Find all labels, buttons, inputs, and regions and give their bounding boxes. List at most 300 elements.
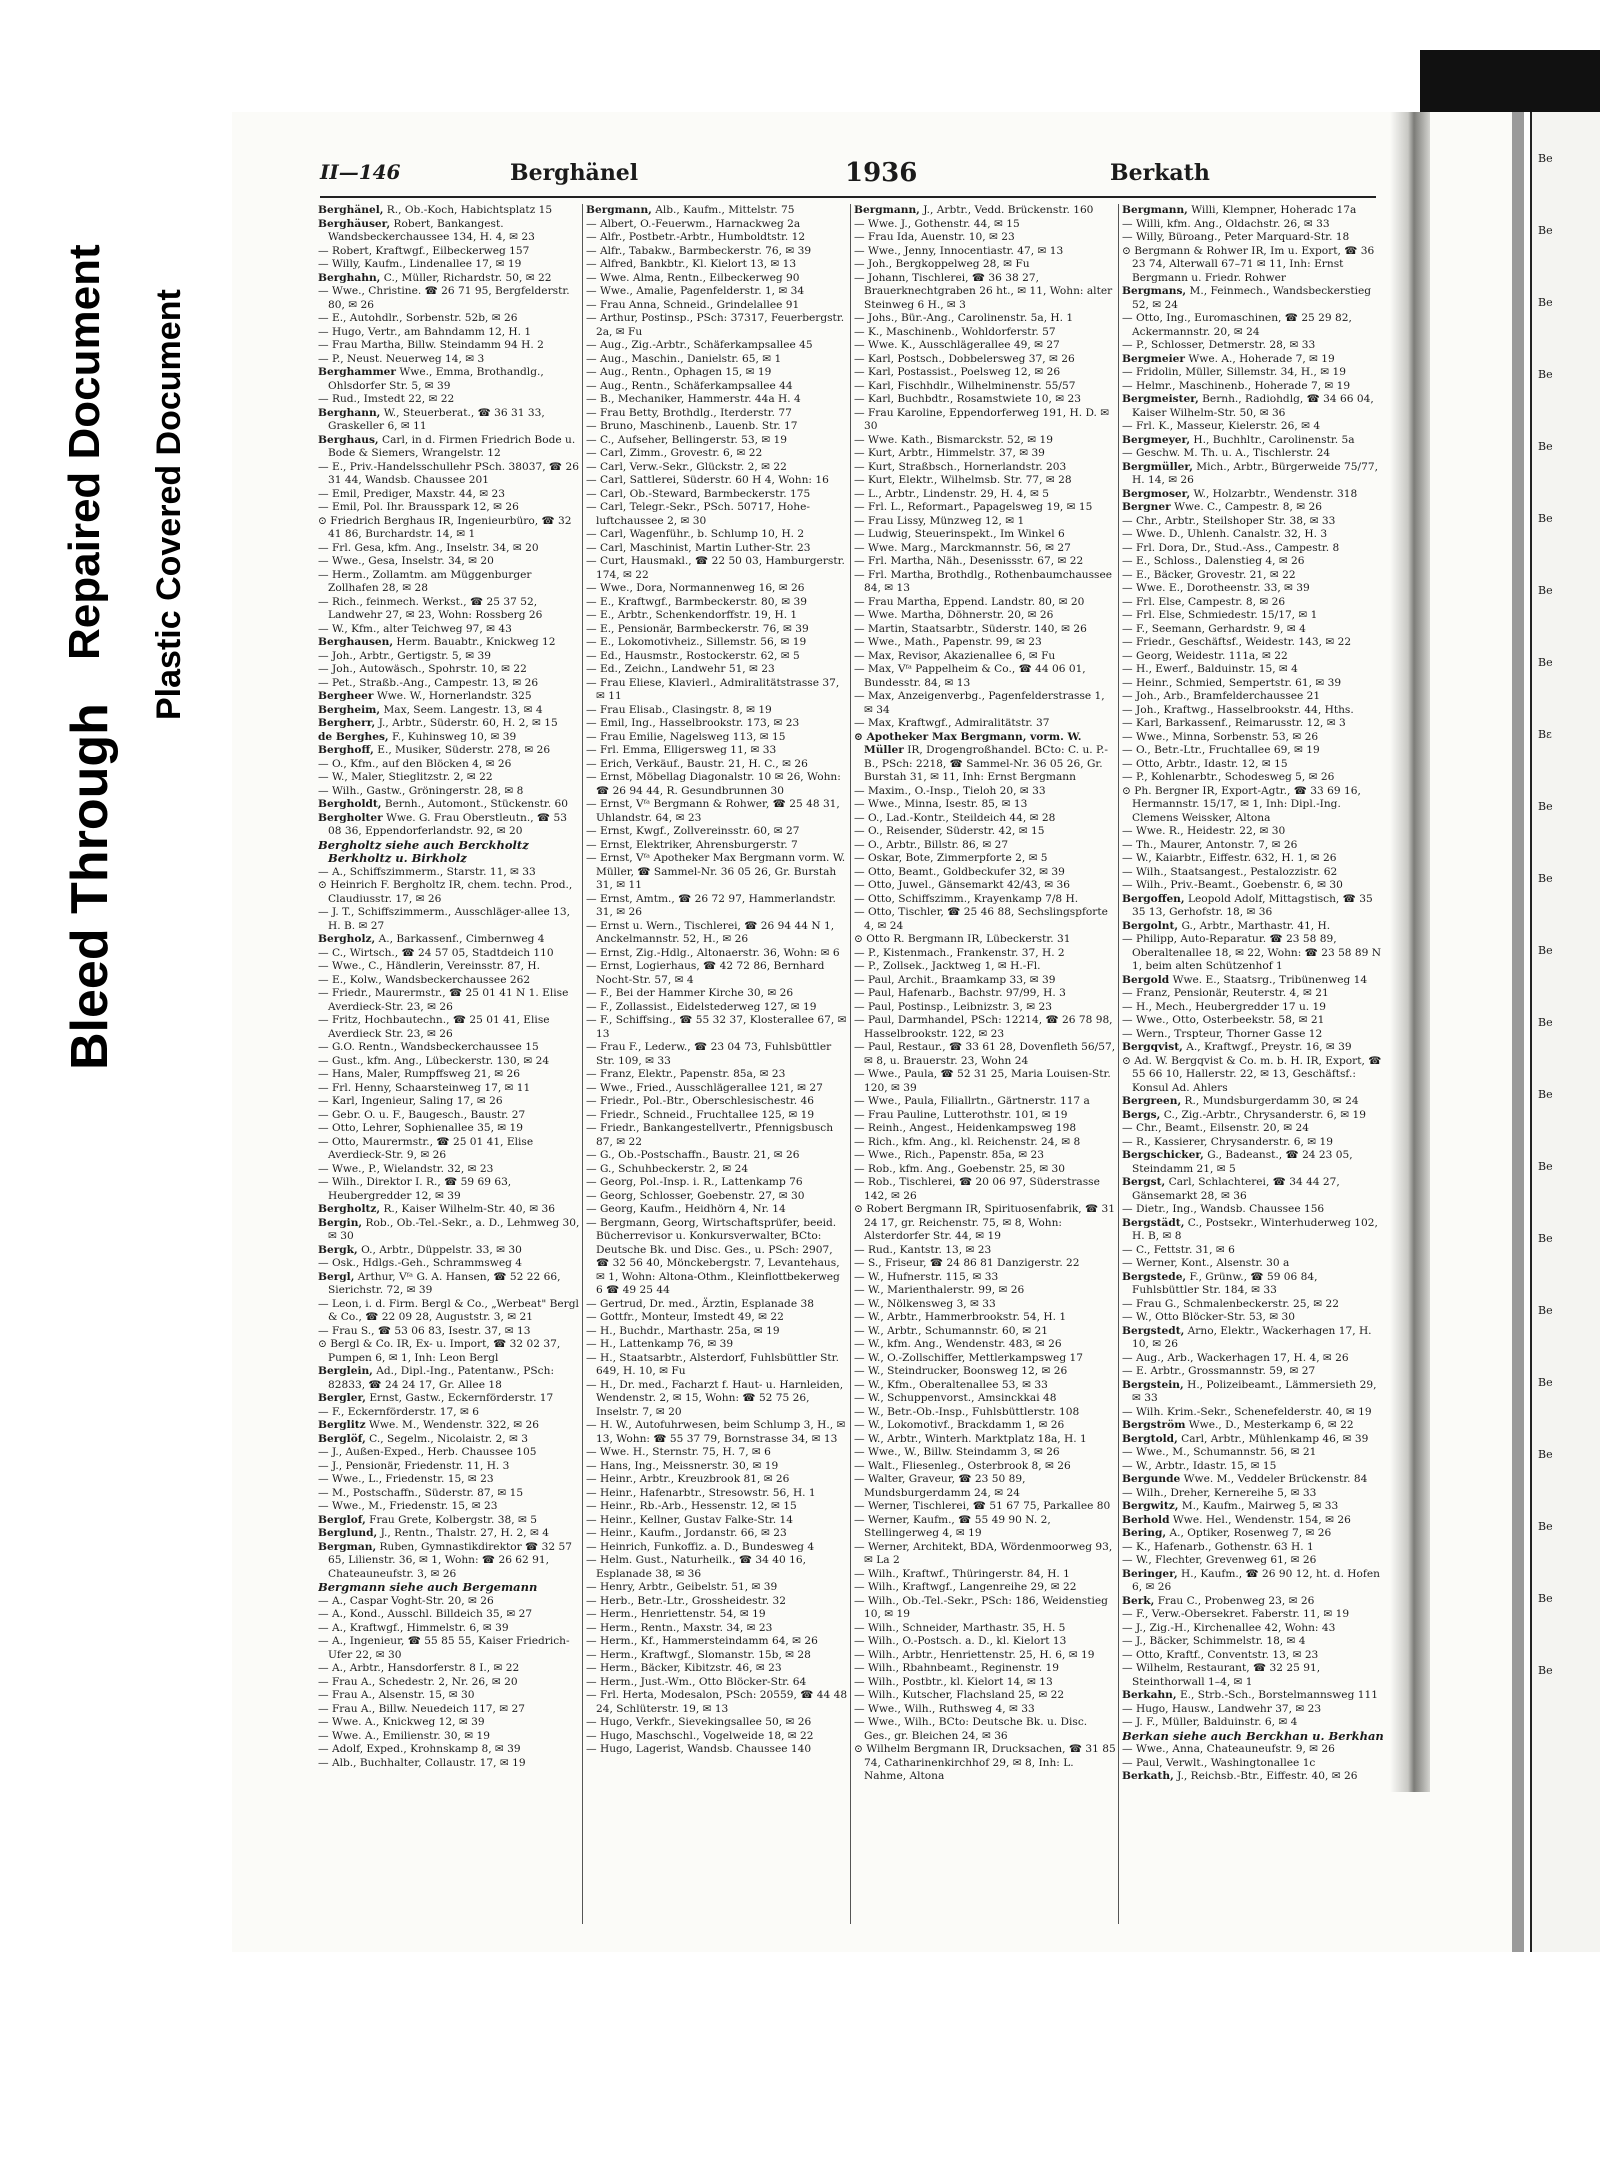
entry-details: — Curt, Hausmakl., ☎ 22 50 03, Hamburgerstr. 174, ✉ 22	[586, 555, 845, 581]
entry-details: — Herm., Bäcker, Kibitzstr. 46, ✉ 23	[586, 1662, 782, 1674]
entry-details: — Wwe. K., Ausschlägerallee 49, ✉ 27	[854, 339, 1060, 351]
entry-details: C., Müller, Richardstr. 50, ✉ 22	[383, 271, 552, 284]
directory-entry	[318, 1487, 580, 1501]
entry-details: — Wwe. Marg., Marckmannstr. 56, ✉ 27	[854, 541, 1071, 554]
entry-details: — Wwe., M., Schumannstr. 56, ✉ 21	[1122, 1446, 1317, 1458]
entry-details: — Fritz, Hochbautechn., ☎ 25 01 41, Elise Averdieck Str. 23, ✉ 26	[318, 1014, 550, 1040]
directory-entry	[586, 1527, 848, 1541]
entry-details: — W., Steindrucker, Boonsweg 12, ✉ 26	[854, 1365, 1068, 1377]
entry-details: — O., Reisender, Süderstr. 42, ✉ 15	[854, 825, 1045, 837]
entry-details: — W., Schuppenvorst., Amsinckkai 48	[854, 1392, 1057, 1404]
directory-entry	[318, 1433, 580, 1447]
entry-details: — Wwe. R., Heidestr. 22, ✉ 30	[1122, 825, 1286, 837]
directory-entry	[1122, 528, 1384, 542]
entry-details: ⊙ Wilhelm Bergmann IR, Drucksachen, ☎ 31 85 74, Catharinenkirchhof 29, ✉ 8, Inh: L. Nahme, Altona	[854, 1743, 1116, 1782]
entry-surname: Berghann,	[318, 406, 381, 419]
entry-surname: Bergstedt,	[1122, 1324, 1185, 1337]
directory-entry	[854, 258, 1116, 272]
entry-details: Wwe. Hel., Wendenstr. 154, ✉ 26	[1172, 1513, 1351, 1526]
directory-entry	[854, 1581, 1116, 1595]
entry-details: Frau C., Probenweg 23, ✉ 26	[1157, 1594, 1315, 1607]
entry-details: — Wwe. Martha, Döhnerstr. 20, ✉ 26	[854, 609, 1054, 621]
entry-details: — Werner, Kaufm., ☎ 55 49 90 N. 2, Stellingerweg 4, ✉ 19	[854, 1513, 1051, 1539]
directory-entry	[1122, 1433, 1384, 1447]
directory-entry	[854, 1163, 1116, 1177]
directory-entry	[1122, 1527, 1384, 1541]
directory-entry	[586, 285, 848, 299]
entry-details: — Wwe. J., Gothenstr. 44, ✉ 15	[854, 217, 1020, 230]
entry-details: — Paul, Archit., Braamkamp 33, ✉ 39	[854, 973, 1056, 986]
entry-details: J., Arbtr., Vedd. Brückenstr. 160	[923, 204, 1094, 216]
directory-entry	[854, 326, 1116, 340]
directory-entry	[318, 1514, 580, 1528]
entry-details: — Wilh., Direktor I. R., ☎ 59 69 63, Heubergredder 12, ✉ 39	[318, 1176, 512, 1202]
directory-entry	[586, 1622, 848, 1636]
entry-details: — W., Lokomotivf., Brackdamm 1, ✉ 26	[854, 1419, 1065, 1431]
entry-details: W., Steuerberat., ☎ 36 31 33, Graskeller 6, ✉ 11	[328, 406, 545, 432]
entry-surname: Berkath,	[1122, 1770, 1174, 1782]
entry-details: — P., Kohlenarbtr., Schodesweg 5, ✉ 26	[1122, 771, 1335, 783]
directory-entry	[1122, 1055, 1384, 1096]
entry-details: — Herm., Henriettenstr. 54, ✉ 19	[586, 1608, 766, 1620]
entry-details: — H., Staatsarbtr., Alsterdorf, Fuhlsbüttler Str. 649, H. 10, ✉ Fu	[586, 1351, 839, 1377]
entry-details: — Max, Anzeigenverbg., Pagenfelderstrasse 1, ✉ 34	[854, 690, 1105, 716]
directory-entry	[318, 204, 580, 218]
directory-entry	[1122, 1716, 1384, 1730]
directory-entry	[1122, 1001, 1384, 1015]
entry-details: — Werner, Tischlerei, ☎ 51 67 75, Parkallee 80	[854, 1500, 1111, 1512]
entry-details: Ruben, Gymnastikdirektor ☎ 32 57 65, Lilienstr. 36, ✉ 1, Wohn: ☎ 26 62 91, Chateauneufstr. 3, ✉ 26	[328, 1540, 572, 1580]
directory-entry	[318, 326, 580, 340]
entry-details: — E., Kolw., Wandsbeckerchaussee 262	[318, 973, 531, 986]
entry-details: — Willy, Büroang., Peter Marquard-Str. 18	[1122, 231, 1350, 243]
directory-entry	[1122, 1568, 1384, 1595]
directory-entry	[854, 1001, 1116, 1015]
entry-details: — Otto, Beamt., Goldbeckufer 32, ✉ 39	[854, 865, 1065, 878]
directory-entry	[1122, 825, 1384, 839]
entry-details: — F., Schiffsing., ☎ 55 32 37, Klosterallee 67, ✉ 13	[586, 1014, 847, 1040]
directory-entry	[854, 393, 1116, 407]
entry-details: H., Buchhltr., Carolinenstr. 5a	[1193, 433, 1355, 446]
entry-details: ⊙ Bergl & Co. IR, Ex- u. Import, ☎ 32 02 37, Pumpen 6, ✉ 1, Inh: Leon Bergl	[318, 1338, 561, 1364]
directory-entry	[318, 312, 580, 326]
directory-entry	[318, 636, 580, 650]
directory-entry	[586, 1446, 848, 1460]
entry-details: — Ludwig, Steuerinspekt., Im Winkel 6	[854, 528, 1065, 540]
entry-details: — Aug., Zig.-Arbtr., Schäferkampsallee 45	[586, 339, 813, 351]
entry-details: F., Grünw., ☎ 59 06 84, Fuhlsbüttler Str. 184, ✉ 33	[1132, 1270, 1318, 1296]
directory-entry	[854, 1473, 1116, 1500]
entry-details: — Wilh., Priv.-Beamt., Goebenstr. 6, ✉ 30	[1122, 879, 1343, 891]
entry-details: — Rob., Tischlerei, ☎ 20 06 97, Süderstrasse 142, ✉ 26	[854, 1176, 1100, 1202]
entry-details: — Frau Elisab., Clasingstr. 8, ✉ 19	[586, 703, 772, 716]
entry-details: C., Segelm., Nicolaistr. 2, ✉ 3	[369, 1432, 528, 1445]
entry-details: — P., Kistenmach., Frankenstr. 37, H. 2	[854, 946, 1065, 959]
directory-entry	[1122, 1554, 1384, 1568]
directory-entry	[586, 1595, 848, 1609]
entry-details: — Frl. Else, Campestr. 8, ✉ 26	[1122, 595, 1286, 608]
directory-entry	[318, 1473, 580, 1487]
entry-details: — C., Fettstr. 31, ✉ 6	[1122, 1243, 1235, 1256]
entry-details: — Wwe., Anna, Chateauneufstr. 9, ✉ 26	[1122, 1743, 1335, 1755]
entry-details: — Wilh., Ob.-Tel.-Sekr., PSch: 186, Weidenstieg 10, ✉ 19	[854, 1594, 1108, 1620]
entry-surname: Bergstein,	[1122, 1378, 1184, 1391]
directory-entry	[1122, 839, 1384, 853]
entry-details: — Ernst, Vᶠᵃ Apotheker Max Bergmann vorm. W. Müller, ☎ Sammel-Nr. 36 05 26, Gr. Burstah 31, ✉ 11	[586, 852, 846, 891]
entry-details: Carl, Schlachterei, ☎ 34 44 27, Gänsemarkt 28, ✉ 36	[1132, 1176, 1340, 1202]
entry-details: E., Musiker, Süderstr. 278, ✉ 26	[377, 744, 551, 756]
entry-details: — Max, Revisor, Akazienallee 6, ✉ Fu	[854, 649, 1056, 662]
directory-entry	[586, 488, 848, 502]
directory-entry	[854, 1041, 1116, 1068]
directory-entry	[1122, 1041, 1384, 1055]
directory-entry	[586, 582, 848, 596]
directory-entry	[854, 1068, 1116, 1095]
entry-details: — Rud., Imstedt 22, ✉ 22	[318, 393, 455, 405]
entry-details: — L., Arbtr., Lindenstr. 29, H. 4, ✉ 5	[854, 487, 1049, 500]
entry-surname: Bergholz,	[318, 933, 376, 945]
entry-details: ⊙ Ph. Bergner IR, Export-Agtr., ☎ 33 69 16, Hermannstr. 15/17, ✉ 1, Inh: Dipl.-Ing. Clemens Weissker, Altona	[1122, 784, 1361, 824]
directory-entry	[586, 1554, 848, 1581]
entry-details: Herm. Bauabtr., Knickweg 12	[396, 636, 556, 648]
directory-entry	[586, 920, 848, 947]
entry-details: — Frau Martha, Eppend. Landstr. 80, ✉ 20	[854, 595, 1085, 608]
entry-surname: Bergherr,	[318, 717, 376, 729]
entry-details: — C., Aufseher, Bellingerstr. 53, ✉ 19	[586, 433, 788, 446]
page-number: II—146	[320, 160, 401, 184]
directory-entry	[586, 771, 848, 798]
directory-entry	[586, 407, 848, 421]
entry-surname: Bergst,	[1122, 1176, 1166, 1188]
entry-details: — Franz, Pensionär, Reuterstr. 4, ✉ 21	[1122, 987, 1329, 999]
entry-details: — Wwe., Minna, Sorbenstr. 53, ✉ 26	[1122, 730, 1319, 743]
directory-entry	[1122, 771, 1384, 785]
directory-entry	[318, 623, 580, 637]
entry-details: — Wwe., Wilh., BCto: Deutsche Bk. u. Disc. Ges., gr. Bleichen 24, ✉ 36	[854, 1716, 1088, 1742]
entry-details: — K., Maschinenb., Wohldorferstr. 57	[854, 325, 1056, 338]
entry-surname: Bergholtz	[318, 837, 382, 852]
directory-entry	[1122, 1203, 1384, 1217]
directory-entry	[854, 1703, 1116, 1717]
entry-surname: Berghoff,	[318, 744, 374, 756]
directory-entry	[1122, 515, 1384, 529]
directory-entry	[854, 1365, 1116, 1379]
entry-details: Wwe. C., Campestr. 8, ✉ 26	[1174, 501, 1322, 513]
directory-entry	[854, 717, 1116, 731]
directory-entry	[318, 555, 580, 569]
entry-details: R., Ob.-Koch, Habichtsplatz 15	[386, 204, 553, 216]
entry-details: — Helm. Gust., Naturheilk., ☎ 34 40 16, Esplanade 38, ✉ 36	[586, 1554, 806, 1580]
directory-entry	[586, 1419, 848, 1446]
entry-details: W., Holzarbtr., Wendenstr. 318	[1193, 487, 1358, 500]
entry-details: — Heinr., Hafenarbtr., Stresowstr. 56, H. 1	[586, 1486, 816, 1499]
entry-details: — H., Mech., Heubergredder 17 u. 19	[1122, 1000, 1326, 1013]
directory-entry	[586, 1122, 848, 1149]
entry-details: — Frau Ida, Auenstr. 10, ✉ 23	[854, 231, 1015, 243]
directory-entry	[854, 1635, 1116, 1649]
directory-entry	[1122, 717, 1384, 731]
directory-entry	[318, 987, 580, 1014]
directory-entry	[318, 366, 580, 393]
entry-details: — P., Zollsek., Jacktweg 1, ✉ H.-Fl.	[854, 960, 1041, 972]
entry-details: — W., O.-Zollschiffer, Mettlerkampsweg 17	[854, 1351, 1083, 1364]
entry-details: — Wwe., M., Friedenstr. 15, ✉ 23	[318, 1500, 498, 1512]
directory-entry	[318, 947, 580, 961]
entry-details: — Wern., Trspteur, Thorner Gasse 12	[1122, 1027, 1323, 1040]
directory-entry	[1122, 245, 1384, 286]
directory-entry	[1122, 1014, 1384, 1028]
directory-entry	[854, 596, 1116, 610]
directory-entry	[854, 1446, 1116, 1460]
directory-entry	[586, 1473, 848, 1487]
entry-details: — Johann, Tischlerei, ☎ 36 38 27, Brauerknechtgraben 26 ht., ✉ 11, Wohn: alter Steinweg 6 H., ✉ 3	[854, 271, 1113, 311]
entry-details: ⊙ Heinrich F. Bergholtz IR, chem. techn. Prod., Claudiusstr. 17, ✉ 26	[318, 879, 573, 905]
directory-entry	[854, 731, 1116, 785]
directory-entry	[854, 866, 1116, 880]
entry-details: — Otto, Schiffszimm., Krayenkamp 7/8 H.	[854, 892, 1079, 905]
entry-details: — Frl. Emma, Elligersweg 11, ✉ 33	[586, 744, 777, 756]
directory-entry	[318, 501, 580, 515]
adjacent-page-fragment: Be	[1538, 656, 1553, 669]
directory-entry	[1122, 1352, 1384, 1366]
adjacent-page-strip	[1530, 112, 1600, 1952]
entry-surname: Berk,	[1122, 1594, 1155, 1607]
directory-entry	[586, 245, 848, 259]
directory-entry	[318, 650, 580, 664]
entry-details: — Kurt, Arbtr., Himmelstr. 37, ✉ 39	[854, 447, 1045, 459]
directory-entry	[854, 1689, 1116, 1703]
directory-entry	[854, 1622, 1116, 1636]
entry-details: C., Zig.-Arbtr., Chrysanderstr. 6, ✉ 19	[1163, 1108, 1366, 1121]
entry-details: — W., Arbtr., Winterh. Marktplatz 18a, H. 1	[854, 1432, 1087, 1445]
entry-details: — Heinr., Kaufm., Jordanstr. 66, ✉ 23	[586, 1527, 787, 1539]
entry-details: — Paul, Verwlt., Washingtonallee 1c	[1122, 1756, 1316, 1769]
entry-details: — Henry, Arbtr., Geibelstr. 51, ✉ 39	[586, 1581, 778, 1593]
directory-entry	[318, 1500, 580, 1514]
directory-entry	[1122, 542, 1384, 556]
entry-details: — Wwe., Math., Papenstr. 99, ✉ 23	[854, 636, 1042, 648]
directory-entry	[318, 542, 580, 556]
directory-entry	[1122, 758, 1384, 772]
directory-entry	[1122, 744, 1384, 758]
directory-entry	[318, 272, 580, 286]
directory-entry	[318, 960, 580, 974]
entry-details: — Ernst, Möbellag Diagonalstr. 10 ✉ 26, Wohn: ☎ 26 94 44, R. Gesundbrunnen 30	[586, 771, 841, 797]
entry-details: — Aug., Rentn., Ophagen 15, ✉ 19	[586, 366, 772, 378]
entry-details: R., Kaiser Wilhelm-Str. 40, ✉ 36	[383, 1203, 555, 1215]
directory-entry	[586, 272, 848, 286]
entry-details: — A., Kraftwgf., Himmelstr. 6, ✉ 39	[318, 1621, 509, 1634]
entry-surname: Beringer,	[1122, 1567, 1178, 1580]
entry-details: — Herb., Betr.-Ltr., Grossheidestr. 32	[586, 1594, 786, 1607]
directory-entry	[318, 1068, 580, 1082]
entry-details: — W., Kfm., Oberaltenallee 53, ✉ 33	[854, 1378, 1048, 1391]
entry-surname: Bergmüller,	[1122, 460, 1193, 473]
entry-details: — Willi, kfm. Ang., Oldachstr. 26, ✉ 33	[1122, 217, 1330, 230]
entry-surname: Bergmann,	[586, 204, 652, 216]
entry-details: — Walt., Fliesenleg., Osterbrook 8, ✉ 26	[854, 1459, 1071, 1472]
directory-entry	[586, 555, 848, 582]
directory-entry	[318, 933, 580, 947]
directory-entry	[854, 893, 1116, 907]
page-header	[320, 158, 1210, 192]
directory-entry	[586, 1676, 848, 1690]
directory-entry	[1122, 366, 1384, 380]
directory-entry	[318, 1271, 580, 1298]
directory-entry	[586, 1311, 848, 1325]
entry-details: — Wilh., Rbahnbeamt., Reginenstr. 19	[854, 1662, 1059, 1674]
entry-details: — Ernst, Zig.-Hdlg., Altonaerstr. 36, Wohn: ✉ 6	[586, 946, 840, 959]
entry-details: Wwe., D., Mesterkamp 6, ✉ 22	[1188, 1419, 1354, 1431]
column-divider	[582, 204, 583, 1924]
directory-entry	[1122, 1757, 1384, 1771]
directory-entry	[1122, 488, 1384, 502]
header-rule	[320, 196, 1376, 198]
directory-entry	[854, 1325, 1116, 1339]
entry-details: — W., kfm. Ang., Wendenstr. 483, ✉ 26	[854, 1338, 1062, 1350]
entry-details: Wwe. W., Hornerlandstr. 325	[376, 690, 532, 702]
entry-details: — F., Bei der Hammer Kirche 30, ✉ 26	[586, 987, 794, 999]
entry-details: — Karl, Barkassenf., Reimarusstr. 12, ✉ 3	[1122, 717, 1346, 729]
directory-entry	[318, 785, 580, 799]
entry-details: — Ernst, Vᶠᵃ Bergmann & Rohwer, ☎ 25 48 31, Uhlandstr. 64, ✉ 23	[586, 798, 840, 824]
entry-details: — M., Postschaffn., Süderstr. 87, ✉ 15	[318, 1486, 524, 1499]
directory-entry	[318, 1136, 580, 1163]
directory-entry	[318, 596, 580, 623]
entry-details: ⊙ Friedrich Berghaus IR, Ingenieurbüro, ☎ 32 41 86, Burchardstr. 14, ✉ 1	[318, 514, 572, 540]
directory-entry	[1122, 893, 1384, 920]
entry-details: — Wwe., Jenny, Innocentiastr. 47, ✉ 13	[854, 244, 1064, 257]
entry-details: — G., Ob.-Postschaffn., Baustr. 21, ✉ 26	[586, 1149, 800, 1161]
entry-details: — Frau A., Schedestr. 2, Nr. 26, ✉ 20	[318, 1675, 518, 1688]
directory-entry	[1122, 312, 1384, 339]
entry-details: — O., Betr.-Ltr., Fruchtallee 69, ✉ 19	[1122, 744, 1320, 756]
entry-details: — Otto, Lehrer, Sophienallee 35, ✉ 19	[318, 1122, 524, 1134]
entry-details: — B., Mechaniker, Hammerstr. 44a H. 4	[586, 393, 801, 405]
entry-details: — W., Arbtr., Hammerbrookstr. 54, H. 1	[854, 1311, 1067, 1323]
directory-entry	[586, 893, 848, 920]
directory-entry	[318, 1176, 580, 1203]
entry-surname: Bergmeister,	[1122, 393, 1199, 405]
entry-surname: Bergoffen,	[1122, 892, 1185, 905]
directory-entry	[1122, 1608, 1384, 1622]
entry-details: Robert, Bankangest. Wandsbeckerchaussee 134, H. 4, ✉ 23	[328, 217, 535, 243]
directory-entry	[318, 663, 580, 677]
directory-entry	[586, 1176, 848, 1190]
scan-condition-labels	[60, 190, 200, 1070]
entry-details: J., Rentn., Thalstr. 27, H. 2, ✉ 4	[380, 1527, 549, 1539]
entry-details: — Otto, Tischler, ☎ 25 46 88, Sechslingspforte 4, ✉ 24	[854, 906, 1108, 932]
entry-details: — Wwe. D., Uhlenh. Canalstr. 32, H. 3	[1122, 528, 1328, 540]
entry-details: — Otto, Kraftf., Conventstr. 13, ✉ 23	[1122, 1648, 1319, 1661]
entry-details: — Bruno, Maschinenb., Lauenb. Str. 17	[586, 420, 798, 432]
entry-details: A., Optiker, Rosenweg 7, ✉ 26	[1169, 1527, 1332, 1539]
entry-details: — S., Friseur, ☎ 24 86 81 Danzigerstr. 22	[854, 1257, 1080, 1269]
entry-details: — H. W., Autofuhrwesen, beim Schlump 3, H., ✉ 13, Wohn: ☎ 55 37 79, Bornstrasse 34, ✉ 13	[586, 1419, 846, 1445]
entry-details: Wwe., Emma, Brothandlg., Ohlsdorfer Str. 5, ✉ 39	[328, 366, 544, 392]
entry-details: — Alb., Buchhalter, Collaustr. 17, ✉ 19	[318, 1756, 526, 1769]
entry-details: — Ed., Hausmstr., Rostockerstr. 62, ✉ 5	[586, 649, 800, 662]
entry-details: — Aug., Maschin., Danielstr. 65, ✉ 1	[586, 352, 782, 365]
entry-details: — O., Arbtr., Billstr. 86, ✉ 27	[854, 838, 1009, 851]
directory-entry	[854, 1136, 1116, 1150]
directory-entry	[586, 474, 848, 488]
directory-entry	[318, 1662, 580, 1676]
entry-details: — Rud., Kantstr. 13, ✉ 23	[854, 1243, 992, 1256]
directory-entry	[1122, 1487, 1384, 1501]
directory-entry	[854, 825, 1116, 839]
entry-details: — Wilh., Kraftwgf., Langenreihe 29, ✉ 22	[854, 1581, 1077, 1593]
directory-entry	[854, 1716, 1116, 1743]
entry-details: R., Mundsburgerdamm 30, ✉ 24	[1184, 1095, 1359, 1107]
entry-surname: Berglein,	[318, 1365, 373, 1377]
entry-details: — W., Flechter, Grevenweg 61, ✉ 26	[1122, 1554, 1317, 1566]
directory-entry	[854, 1203, 1116, 1244]
entry-details: — Hans, Ing., Meissnerstr. 30, ✉ 19	[586, 1459, 779, 1472]
directory-entry	[586, 1514, 848, 1528]
entry-details: — Rob., kfm. Ang., Goebenstr. 25, ✉ 30	[854, 1162, 1065, 1175]
directory-entry	[586, 1379, 848, 1420]
entry-details: — Wwe., Gesa, Inselstr. 34, ✉ 20	[318, 555, 494, 567]
adjacent-page-fragment: Be	[1538, 1520, 1553, 1533]
directory-entry	[318, 798, 580, 812]
entry-details: — Walter, Graveur, ☎ 23 50 89, Mundsburgerdamm 24, ✉ 24	[854, 1473, 1026, 1499]
directory-entry	[854, 974, 1116, 988]
adjacent-page-fragment: Be	[1538, 944, 1553, 957]
directory-entry	[1122, 677, 1384, 691]
entry-details: — Friedr., Schneid., Fruchtallee 125, ✉ 19	[586, 1108, 815, 1121]
directory-columns	[318, 204, 1384, 1924]
directory-entry	[1122, 1541, 1384, 1555]
entry-details: — Paul, Postinsp., Leibnizstr. 3, ✉ 23	[854, 1000, 1052, 1013]
directory-entry	[586, 677, 848, 704]
directory-entry	[1122, 582, 1384, 596]
entry-details: — Heinr., Rb.-Arb., Hessenstr. 12, ✉ 15	[586, 1500, 797, 1512]
directory-entry	[318, 1338, 580, 1365]
entry-details: — Ernst u. Wern., Tischlerei, ☎ 26 94 44 N 1, Anckelmannstr. 52, H., ✉ 26	[586, 919, 835, 945]
directory-entry	[318, 1716, 580, 1730]
entry-surname: Berghaus,	[318, 433, 379, 446]
directory-entry	[1122, 1271, 1384, 1298]
directory-entry	[1122, 879, 1384, 893]
entry-details: — C., Wirtsch., ☎ 24 57 05, Stadtdeich 110	[318, 946, 554, 959]
entry-details: — Heinr., Schmied, Sempertstr. 61, ✉ 39	[1122, 676, 1342, 689]
directory-entry	[854, 555, 1116, 569]
entry-surname: Bergwitz,	[1122, 1500, 1179, 1512]
entry-surname: de Berghes,	[318, 730, 389, 743]
entry-details: — Emil, Ing., Hasselbrookstr. 173, ✉ 23	[586, 717, 800, 729]
entry-details: — Gebr. O. u. F., Baugesch., Baustr. 27	[318, 1108, 526, 1121]
entry-details: — Kurt, Straßbsch., Hornerlandstr. 203	[854, 460, 1067, 473]
entry-details: — Wwe., Paula, ☎ 52 31 25, Maria Louisen-Str. 120, ✉ 39	[854, 1068, 1111, 1094]
entry-details: — H., Dr. med., Facharzt f. Haut- u. Harnleiden, Wendenstr. 2, ✉ 15, Wohn: ☎ 52 75 26, Inselstr. 7, ✉ 20	[586, 1378, 844, 1418]
directory-entry	[586, 704, 848, 718]
entry-details: — Paul, Restaur., ☎ 33 61 28, Dovenfleth 56/57, ✉ 8, u. Brauerstr. 23, Wohn 24	[854, 1041, 1116, 1067]
directory-entry	[1122, 1743, 1384, 1757]
directory-entry	[1122, 650, 1384, 664]
adjacent-page-fragment: Bε	[1538, 728, 1552, 741]
directory-entry	[318, 839, 580, 866]
directory-entry	[854, 798, 1116, 812]
entry-details: — Frl. K., Masseur, Kielerstr. 26, ✉ 4	[1122, 420, 1321, 432]
directory-entry	[854, 1514, 1116, 1541]
entry-details: — Alfr., Tabakw., Barmbeckerstr. 76, ✉ 39	[586, 244, 812, 257]
directory-entry	[318, 1635, 580, 1662]
directory-entry	[1122, 461, 1384, 488]
directory-entry	[1122, 218, 1384, 232]
directory-entry	[854, 245, 1116, 259]
directory-entry	[586, 1082, 848, 1096]
